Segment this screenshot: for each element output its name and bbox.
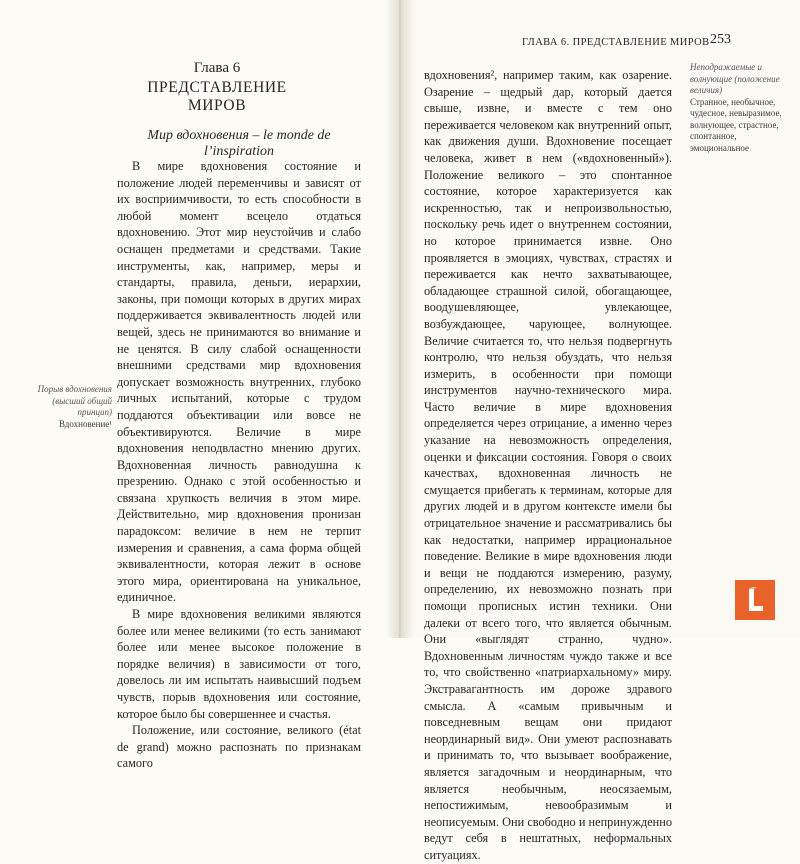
publisher-logo-icon bbox=[735, 580, 775, 620]
running-head: ГЛАВА 6. ПРЕДСТАВЛЕНИЕ МИРОВ bbox=[522, 37, 710, 48]
left-body-text bbox=[117, 158, 361, 772]
paragraph: В мире вдохновения состояние и положение людей переменчивы и зависят от их восприимчивости, то есть способности в любой момент всецело отдаться вдохновению. Этот мир неустойчив и слабо оснащен предметами и средствами. Такие инструменты, как, например, меры и стандарты, правила, деньги, иерархии, законы, при помощи которых в других мирах поддерживается эквивалентность людей или вещей, здесь не принимаются во внимание и не ценятся. В силу слабой оснащенности внешними средствами мир вдохновения допускает возможность внутренних, глубоко личных испытаний, которые с трудом поддаются объективации или вовсе не объективируются. Величие в мире вдохновения неподвластно мнению других. Вдохновенная личность равнодушна к презрению. Однако с этой особенностью и связана хрупкость величия в этом мире. Действительно, мир вдохновения пронизан парадоксом: величие в нем не терпит измерения и сравнения, а сама форма общей эквивалентности, которая лежит в основе этого мира, ориентирована на уникальное, единичное. bbox=[117, 159, 361, 605]
chapter-title: ПРЕДСТАВЛЕНИЕ МИРОВ bbox=[147, 79, 287, 114]
page-number: 253 bbox=[710, 32, 731, 47]
left-margin-note bbox=[20, 384, 112, 430]
paragraph: Положение, или состояние, великого (état de grand) можно распознать по признакам самого bbox=[117, 723, 361, 771]
margin-note-text: Странное, необычное, чудесное, невыразимое, волнующее, страстное, спонтанное, эмоциональное bbox=[690, 96, 782, 153]
margin-note-caption: Неподражаемые и волнующие (положение величия) bbox=[690, 62, 780, 95]
margin-note-text: Вдохновение¹ bbox=[59, 418, 112, 429]
margin-note-caption: Порыв вдохновения (высший общий принцип) bbox=[37, 384, 112, 417]
publisher-logo-glyph bbox=[735, 580, 775, 620]
paragraph: вдохновения², например таким, как озарение. Озарение – щедрый дар, который дается свыше, извне, и вместе с тем оно переживается человеком как внутренний опыт, как движения души. Вдохновение посещает человека, живет в нем («вдохновенный»). Положение великого – это спонтанное состояние, которое характеризуется как искренностью, так и непроизвольностью, поскольку речь идет о внутреннем состоянии, но которое принимается извне. Оно проявляется в эмоциях, чувствах, страстях и переживается как нечто захватывающее, обладающее страшной силой, обогащающее, воодушевляющее, увлекающее, возбуждающее, чарующее, волнующее. Величие считается то, что нельзя подвергнуть контролю, что нельзя обуздать, что нельзя измерить, в особенности при помощи инструментов научно-технического мира. Часто величие в мире вдохновения определяется через отрицание, а именно через указание на невозможность определения, оценки и фиксации состояния. Говоря о своих качествах, вдохновенная личность не смущается прибегать к терминам, которые для других людей и в другом контексте имели бы отрицательное значение и рассматривались бы как недостатки, например иррациональное поведение. Великие в мире вдохновения люди и вещи не поддаются измерению, разуму, определению, их невозможно познать при помощи прописных истин техники. Они далеки от всего того, что является обычным. Они «выглядят странно, чудно». Вдохновенным личностям чуждо также и все то, что свойственно «патриархальному» миру. Экстравагантность им дороже здравого смысла. А «самым привычным и повседневным вещам они придают неординарный вид». Они умеют распознавать и принимать то, что вызывает воображение, является загадочным и неординарным, что является необычным, неосязаемым, непостижимым, невообразимым и неописуемым. Они свободно и непринужденно ведут себя в нештатных, неформальных ситуациях. bbox=[424, 68, 672, 862]
book-gutter bbox=[386, 0, 414, 638]
section-heading: Мир вдохновения – le monde de l’inspiration bbox=[147, 128, 331, 159]
chapter-number: Глава 6 bbox=[193, 60, 241, 76]
paragraph: В мире вдохновения великими являются более или менее великими (то есть занимают более или менее высокое положение в порядке величия) в зависимости от того, довелось ли им испытать наивысший подъем чувств, порыв вдохновения или состояние, которое было бы совершеннее и счастья. bbox=[117, 607, 361, 721]
right-body-text bbox=[424, 67, 672, 864]
right-margin-note bbox=[690, 62, 784, 154]
chapter-title-block bbox=[117, 60, 317, 115]
